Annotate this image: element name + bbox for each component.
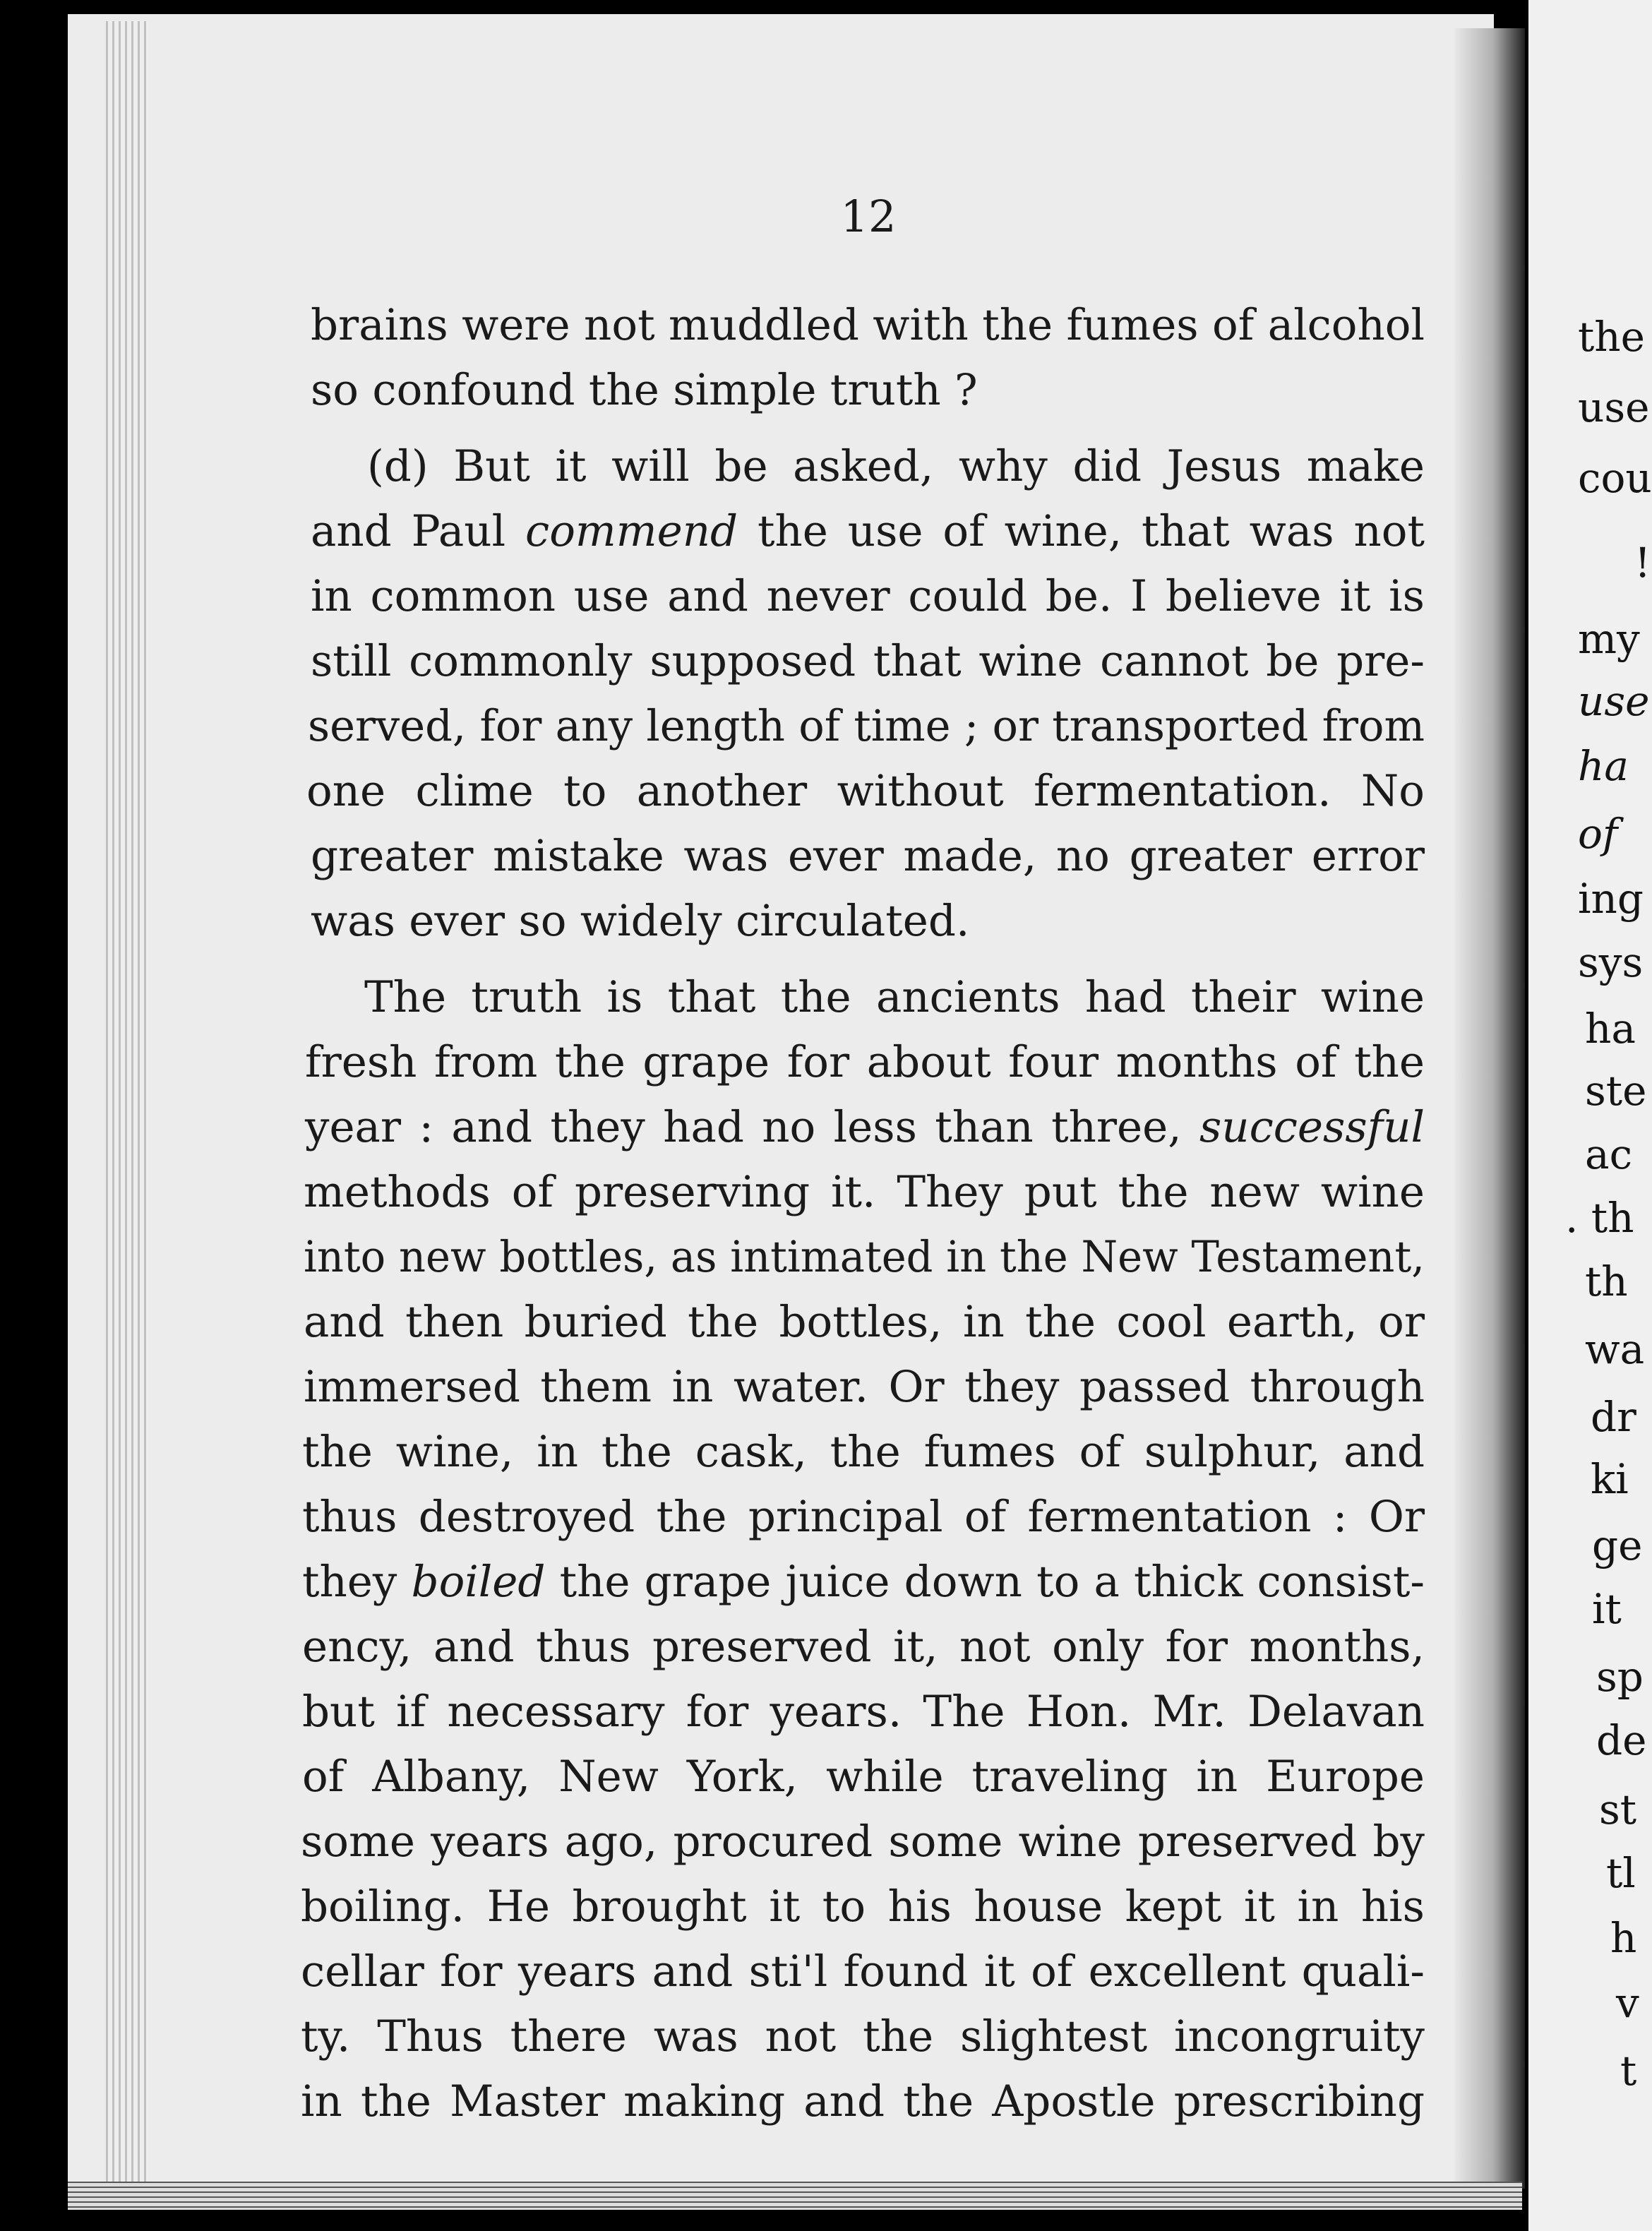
text-segment: and Paul bbox=[311, 506, 526, 556]
next-page-fragment: ste bbox=[1585, 1067, 1647, 1115]
next-page-fragment: cou bbox=[1578, 454, 1652, 502]
text-line: in the Master making and the Apostle prescribing bbox=[301, 2076, 1425, 2127]
next-page-fragment: of bbox=[1578, 810, 1618, 858]
next-page-fragment: ha bbox=[1585, 1005, 1636, 1053]
next-page-fragment: de bbox=[1596, 1716, 1647, 1764]
text-line: fresh from the grape for about four months of the bbox=[305, 1037, 1425, 1087]
page-edge-lines bbox=[106, 21, 148, 2203]
next-page-fragment: dr bbox=[1591, 1393, 1636, 1441]
text-line: of Albany, New York, while traveling in Europe bbox=[302, 1752, 1425, 1802]
next-page-fragment: wa bbox=[1585, 1325, 1645, 1373]
text-line: so confound the simple truth ? bbox=[311, 365, 978, 415]
italic-text: successful bbox=[1199, 1102, 1425, 1152]
text-line: in common use and never could be. I believe it is bbox=[311, 571, 1425, 621]
next-page-fragment: . th bbox=[1565, 1194, 1634, 1242]
text-line: served, for any length of time ; or transported from bbox=[308, 701, 1425, 751]
next-page-fragment: v bbox=[1616, 1979, 1639, 2027]
next-page-fragment: ing bbox=[1578, 875, 1644, 923]
text-segment: they bbox=[302, 1557, 412, 1607]
next-page-fragment: ha bbox=[1578, 742, 1629, 790]
text-line bbox=[305, 1102, 1425, 1152]
next-page-fragment: use bbox=[1578, 383, 1650, 431]
next-page-fragment: ge bbox=[1592, 1521, 1643, 1569]
next-page-fragment: sys bbox=[1578, 938, 1644, 986]
next-page-fragment: t bbox=[1620, 2047, 1637, 2095]
next-page-fragment: it bbox=[1592, 1585, 1622, 1633]
next-page-fragment: the bbox=[1578, 313, 1645, 361]
text-line: The truth is that the ancients had their wine bbox=[364, 972, 1425, 1022]
next-page-fragment: sp bbox=[1596, 1653, 1644, 1701]
next-page-fragment: use bbox=[1578, 677, 1650, 725]
text-segment: the use of wine, that was not bbox=[738, 506, 1425, 556]
next-page-fragment: h bbox=[1610, 1914, 1637, 1962]
text-line: immersed them in water. Or they passed through bbox=[304, 1362, 1425, 1412]
page-number: 12 bbox=[840, 191, 897, 242]
text-line: still commonly supposed that wine cannot be pre- bbox=[311, 636, 1425, 686]
next-page-fragment: st bbox=[1599, 1786, 1637, 1834]
text-line: ty. Thus there was not the slightest incongruity bbox=[301, 2011, 1425, 2062]
text-segment: the grape juice down to a thick consist- bbox=[545, 1557, 1425, 1607]
gutter-shadow bbox=[1454, 28, 1525, 2189]
italic-text: commend bbox=[525, 506, 738, 556]
next-page-fragment: tl bbox=[1606, 1849, 1636, 1897]
text-line: one clime to another without fermentation. No bbox=[306, 766, 1425, 816]
text-line: thus destroyed the principal of fermentation : Or bbox=[302, 1492, 1425, 1542]
text-line: methods of preserving it. They put the new wine bbox=[304, 1167, 1425, 1217]
text-line: was ever so widely circulated. bbox=[311, 896, 970, 946]
text-line: and then buried the bottles, in the cool earth, or bbox=[304, 1297, 1425, 1347]
text-line: boiling. He brought it to his house kept it in his bbox=[301, 1882, 1425, 1932]
next-page-fragment: ac bbox=[1585, 1130, 1633, 1178]
text-line: (d) But it will be asked, why did Jesus make bbox=[367, 441, 1425, 491]
text-line: brains were not muddled with the fumes of alcohol bbox=[311, 300, 1425, 350]
next-page-fragment: ki bbox=[1591, 1455, 1629, 1503]
text-line: ency, and thus preserved it, not only for months, bbox=[302, 1622, 1425, 1672]
next-page-edge bbox=[1528, 0, 1652, 2231]
text-line: the wine, in the cask, the fumes of sulphur, and bbox=[302, 1427, 1425, 1477]
next-page-fragment: my bbox=[1578, 615, 1640, 663]
text-line: but if necessary for years. The Hon. Mr. Delavan bbox=[302, 1687, 1425, 1737]
text-line: cellar for years and sti'l found it of excellent quali- bbox=[301, 1946, 1425, 1997]
next-page-fragment: ! bbox=[1634, 539, 1651, 587]
text-segment: year : and they had no less than three, bbox=[305, 1102, 1199, 1152]
text-line: into new bottles, as intimated in the New Testament, bbox=[304, 1232, 1425, 1282]
text-line bbox=[302, 1557, 1425, 1607]
text-line bbox=[311, 506, 1425, 556]
next-page-fragment: th bbox=[1585, 1257, 1628, 1305]
page-bottom-edge bbox=[68, 2182, 1522, 2210]
italic-text: boiled bbox=[411, 1557, 546, 1607]
text-line: some years ago, procured some wine preserved by bbox=[301, 1817, 1425, 1867]
text-line: greater mistake was ever made, no greater error bbox=[311, 831, 1425, 881]
